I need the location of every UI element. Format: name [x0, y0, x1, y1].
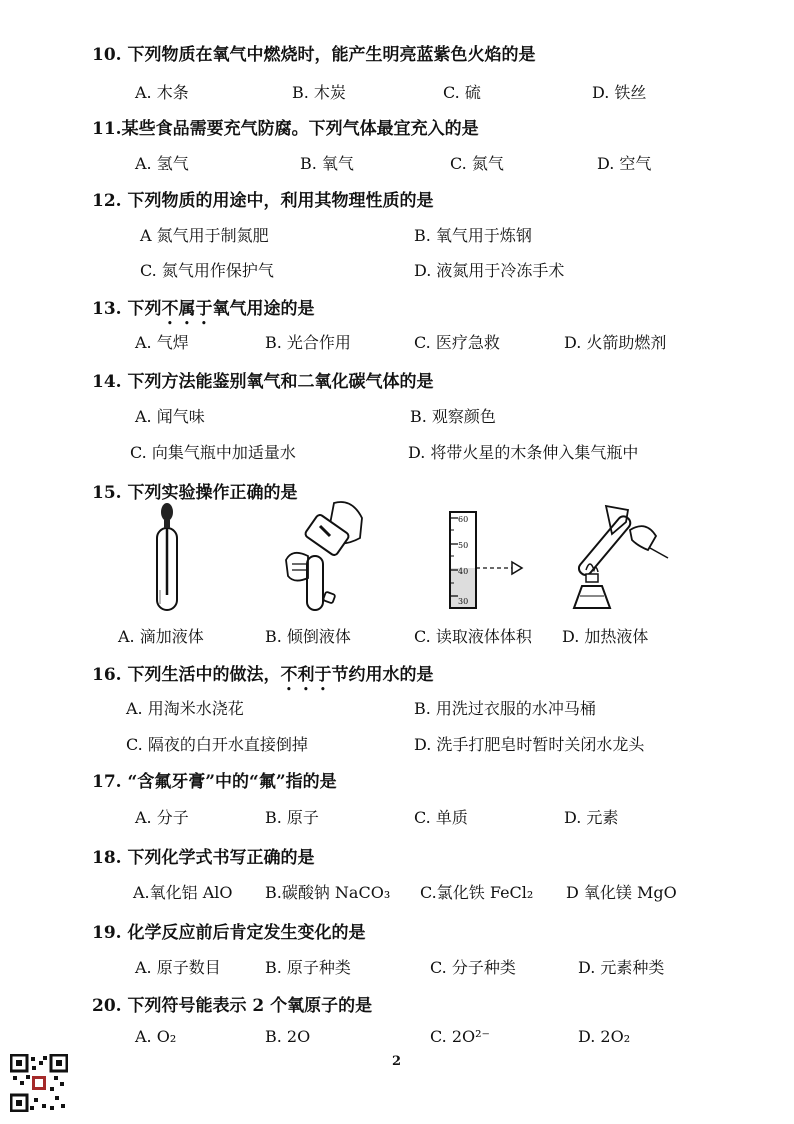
cylinder-tick-30: 30: [458, 597, 469, 606]
question-18-option-b: B.碳酸钠 NaCO₃: [265, 883, 391, 902]
question-15-stem: 15. 下列实验操作正确的是: [92, 483, 298, 503]
question-16-option-a: A. 用淘米水浇花: [126, 699, 244, 718]
dropper-in-tube-figure: [145, 500, 195, 612]
question-12-option-d: D. 液氮用于冷冻手术: [414, 261, 565, 280]
question-13-option-a: A. 气焊: [135, 333, 189, 352]
question-11-option-a: A. 氢气: [135, 154, 189, 173]
question-16-stem-post: 节约用水的是: [331, 665, 434, 685]
question-14-option-d: D. 将带火星的木条伸入集气瓶中: [408, 443, 639, 462]
question-19-option-b: B. 原子种类: [265, 958, 351, 977]
cylinder-tick-50: 50: [458, 541, 469, 550]
question-10-option-d: D. 铁丝: [592, 83, 647, 102]
question-18-option-a: A.氧化铝 AlO: [133, 883, 233, 902]
question-13-stem-post: 氧气用途的是: [212, 299, 315, 319]
question-13-stem: [92, 294, 315, 329]
question-16-option-c: C. 隔夜的白开水直接倒掉: [126, 735, 308, 754]
question-19-stem: 19. 化学反应前后肯定发生变化的是: [92, 923, 366, 943]
question-16-stem: [92, 660, 434, 695]
question-19-option-c: C. 分子种类: [430, 958, 516, 977]
question-14-option-a: A. 闻气味: [135, 407, 205, 426]
question-17-option-d: D. 元素: [564, 808, 619, 827]
question-20-option-b: B. 2O: [265, 1027, 311, 1046]
question-17-option-c: C. 单质: [414, 808, 468, 827]
question-13-stem-pre: 13. 下列: [92, 299, 162, 319]
question-11-option-c: C. 氮气: [450, 154, 504, 173]
question-20-stem: 20. 下列符号能表示 2 个氧原子的是: [92, 996, 373, 1016]
pouring-liquid-figure: [272, 498, 372, 616]
question-10-option-b: B. 木炭: [292, 83, 346, 102]
question-20-option-c: C. 2O²⁻: [430, 1027, 490, 1046]
question-16-option-b: B. 用洗过衣服的水冲马桶: [414, 699, 596, 718]
question-10-option-a: A. 木条: [135, 83, 189, 102]
question-13-option-b: B. 光合作用: [265, 333, 351, 352]
question-17-option-b: B. 原子: [265, 808, 319, 827]
question-15-option-b: B. 倾倒液体: [265, 627, 351, 646]
question-14-option-c: C. 向集气瓶中加适量水: [130, 443, 296, 462]
question-13-option-c: C. 医疗急救: [414, 333, 500, 352]
question-13-stem-emphasis: 不属于: [161, 299, 213, 319]
heating-liquid-figure: [568, 500, 678, 612]
question-12-option-a: A 氮气用于制氮肥: [140, 226, 269, 245]
question-10-option-c: C. 硫: [443, 83, 481, 102]
page-number: 2: [392, 1054, 402, 1069]
question-15-option-a: A. 滴加液体: [118, 627, 204, 646]
question-20-option-d: D. 2O₂: [578, 1027, 631, 1046]
question-19-option-d: D. 元素种类: [578, 958, 665, 977]
question-12-option-b: B. 氧气用于炼钢: [414, 226, 532, 245]
question-18-stem: 18. 下列化学式书写正确的是: [92, 848, 315, 868]
question-14-stem: 14. 下列方法能鉴别氧气和二氧化碳气体的是: [92, 372, 434, 392]
graduated-cylinder-figure: [438, 508, 538, 612]
question-19-option-a: A. 原子数目: [135, 958, 221, 977]
question-17-stem: 17. “含氟牙膏”中的“氟”指的是: [92, 772, 337, 792]
question-12-stem: 12. 下列物质的用途中，利用其物理性质的是: [92, 191, 434, 211]
question-14-option-b: B. 观察颜色: [410, 407, 496, 426]
question-15-option-d: D. 加热液体: [562, 627, 649, 646]
question-11-option-b: B. 氧气: [300, 154, 354, 173]
qr-code-icon: [10, 1054, 68, 1112]
question-18-option-d: D 氧化镁 MgO: [566, 883, 677, 902]
cylinder-tick-60: 60: [458, 515, 469, 524]
question-11-option-d: D. 空气: [597, 154, 652, 173]
question-15-option-c: C. 读取液体体积: [414, 627, 532, 646]
question-18-option-c: C.氯化铁 FeCl₂: [420, 883, 534, 902]
question-11-stem: 11.某些食品需要充气防腐。下列气体最宜充入的是: [92, 119, 479, 139]
question-10-stem: 10. 下列物质在氧气中燃烧时，能产生明亮蓝紫色火焰的是: [92, 45, 536, 65]
question-16-option-d: D. 洗手打肥皂时暂时关闭水龙头: [414, 735, 645, 754]
question-17-option-a: A. 分子: [135, 808, 189, 827]
cylinder-tick-40: 40: [458, 567, 469, 576]
question-12-option-c: C. 氮气用作保护气: [140, 261, 274, 280]
question-20-option-a: A. O₂: [135, 1027, 177, 1046]
question-16-stem-emphasis: 不利于: [280, 665, 332, 685]
question-16-stem-pre: 16. 下列生活中的做法，: [92, 665, 281, 685]
question-13-option-d: D. 火箭助燃剂: [564, 333, 667, 352]
